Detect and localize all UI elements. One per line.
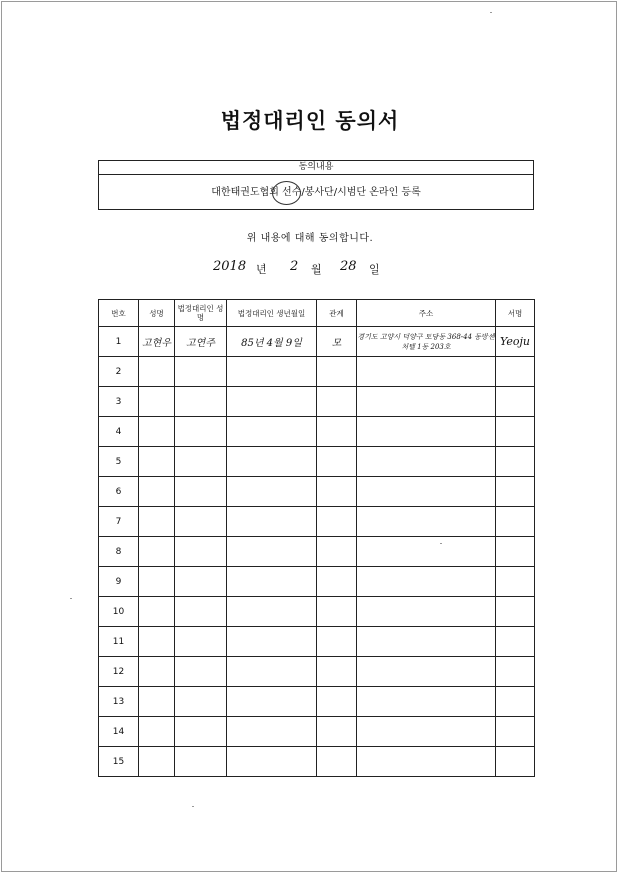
table-row xyxy=(99,417,535,447)
date-day-unit: 일 xyxy=(369,263,380,276)
cell-address xyxy=(357,447,496,477)
cell-number: 4 xyxy=(99,417,139,447)
cell-signature xyxy=(496,537,535,567)
date-month-unit: 월 xyxy=(311,263,322,276)
cell-address xyxy=(357,747,496,777)
table-row xyxy=(99,597,535,627)
table-row xyxy=(99,327,535,357)
cell-signature xyxy=(496,567,535,597)
cell-guardian-birthdate xyxy=(227,387,317,417)
cell-address xyxy=(357,417,496,447)
scan-speck xyxy=(440,543,442,544)
cell-address xyxy=(357,477,496,507)
cell-signature xyxy=(496,597,535,627)
cell-guardian-name xyxy=(175,747,227,777)
date-day: 28 xyxy=(340,259,357,274)
cell-number: 14 xyxy=(99,717,139,747)
cell-guardian-birthdate xyxy=(227,567,317,597)
cell-relation xyxy=(317,447,357,477)
cell-guardian-birthdate xyxy=(227,357,317,387)
cell-name xyxy=(139,687,175,717)
table-row xyxy=(99,507,535,537)
cell-guardian-name xyxy=(175,477,227,507)
cell-guardian-birthdate xyxy=(227,747,317,777)
table-row xyxy=(99,627,535,657)
cell-guardian-name xyxy=(175,627,227,657)
cell-guardian-name xyxy=(175,507,227,537)
cell-address xyxy=(357,597,496,627)
cell-signature xyxy=(496,447,535,477)
date-year-unit: 년 xyxy=(256,263,267,276)
cell-guardian-birthdate xyxy=(227,657,317,687)
cell-relation xyxy=(317,507,357,537)
cell-relation xyxy=(317,657,357,687)
cell-signature: Yeoju xyxy=(496,327,535,357)
table-row xyxy=(99,477,535,507)
cell-relation: 모 xyxy=(317,327,357,357)
cell-name xyxy=(139,357,175,387)
header-signature: 서명 xyxy=(496,300,535,327)
document-title: 법정대리인 동의서 xyxy=(220,109,400,133)
cell-guardian-name xyxy=(175,387,227,417)
cell-signature xyxy=(496,657,535,687)
cell-address xyxy=(357,507,496,537)
header-name: 성명 xyxy=(139,300,175,327)
cell-guardian-name xyxy=(175,717,227,747)
cell-relation xyxy=(317,537,357,567)
cell-guardian-birthdate xyxy=(227,447,317,477)
cell-number: 8 xyxy=(99,537,139,567)
header-guardian-name: 법정대리인 성명 xyxy=(175,300,227,327)
cell-number: 1 xyxy=(99,327,139,357)
cell-number: 5 xyxy=(99,447,139,477)
cell-guardian-birthdate xyxy=(227,627,317,657)
cell-address: 경기도 고양시 덕양구 토당동 368-44 동방센처텔 1동 203호 xyxy=(357,327,496,357)
cell-relation xyxy=(317,627,357,657)
cell-address xyxy=(357,537,496,567)
cell-number: 2 xyxy=(99,357,139,387)
table-row xyxy=(99,717,535,747)
guardian-table xyxy=(98,299,535,777)
cell-guardian-birthdate xyxy=(227,507,317,537)
table-row xyxy=(99,387,535,417)
consent-box xyxy=(98,160,534,210)
scan-speck xyxy=(192,806,194,807)
cell-relation xyxy=(317,387,357,417)
date-month: 2 xyxy=(290,259,299,274)
cell-relation xyxy=(317,717,357,747)
cell-relation xyxy=(317,417,357,447)
cell-name xyxy=(139,447,175,477)
cell-guardian-birthdate xyxy=(227,597,317,627)
cell-guardian-birthdate xyxy=(227,417,317,447)
cell-name xyxy=(139,747,175,777)
table-row xyxy=(99,657,535,687)
cell-relation xyxy=(317,477,357,507)
cell-number: 15 xyxy=(99,747,139,777)
cell-address xyxy=(357,387,496,417)
header-number: 번호 xyxy=(99,300,139,327)
cell-address xyxy=(357,567,496,597)
cell-guardian-name xyxy=(175,597,227,627)
cell-signature xyxy=(496,417,535,447)
cell-relation xyxy=(317,597,357,627)
cell-signature xyxy=(496,387,535,417)
cell-address xyxy=(357,627,496,657)
agreement-statement: 위 내용에 대해 동의합니다. xyxy=(246,233,374,244)
cell-guardian-name xyxy=(175,567,227,597)
cell-address xyxy=(357,657,496,687)
header-relation: 관계 xyxy=(317,300,357,327)
table-row xyxy=(99,747,535,777)
cell-relation xyxy=(317,687,357,717)
cell-guardian-name: 고연주 xyxy=(175,327,227,357)
cell-number: 13 xyxy=(99,687,139,717)
cell-name xyxy=(139,567,175,597)
cell-guardian-birthdate xyxy=(227,717,317,747)
cell-address xyxy=(357,357,496,387)
cell-name xyxy=(139,507,175,537)
cell-name xyxy=(139,717,175,747)
hand-drawn-circle-mark xyxy=(272,181,301,205)
table-row xyxy=(99,447,535,477)
cell-name xyxy=(139,657,175,687)
cell-signature xyxy=(496,627,535,657)
cell-name xyxy=(139,417,175,447)
cell-name xyxy=(139,537,175,567)
consent-text: 대한태권도협회 선수/봉사단/시범단 온라인 등록 xyxy=(211,187,421,198)
table-header-row xyxy=(99,300,535,327)
cell-guardian-name xyxy=(175,657,227,687)
date-year: 2018 xyxy=(213,259,247,274)
cell-address xyxy=(357,717,496,747)
cell-address xyxy=(357,687,496,717)
consent-body xyxy=(99,175,533,211)
cell-number: 12 xyxy=(99,657,139,687)
cell-guardian-name xyxy=(175,357,227,387)
cell-number: 6 xyxy=(99,477,139,507)
cell-guardian-name xyxy=(175,417,227,447)
cell-number: 9 xyxy=(99,567,139,597)
header-guardian-birthdate: 법정대리인 생년월일 xyxy=(227,300,317,327)
cell-signature xyxy=(496,687,535,717)
cell-name xyxy=(139,597,175,627)
cell-guardian-birthdate xyxy=(227,477,317,507)
header-address: 주소 xyxy=(357,300,496,327)
cell-signature xyxy=(496,357,535,387)
cell-signature xyxy=(496,507,535,537)
table-row xyxy=(99,567,535,597)
table-row xyxy=(99,357,535,387)
cell-guardian-birthdate xyxy=(227,687,317,717)
cell-guardian-name xyxy=(175,537,227,567)
cell-number: 7 xyxy=(99,507,139,537)
cell-name xyxy=(139,627,175,657)
cell-guardian-name xyxy=(175,687,227,717)
cell-number: 3 xyxy=(99,387,139,417)
cell-name xyxy=(139,387,175,417)
cell-relation xyxy=(317,567,357,597)
consent-header: 동의내용 xyxy=(99,161,533,175)
cell-signature xyxy=(496,477,535,507)
table-row xyxy=(99,537,535,567)
cell-guardian-birthdate: 85년 4월 9일 xyxy=(227,327,317,357)
cell-signature xyxy=(496,747,535,777)
cell-relation xyxy=(317,747,357,777)
scan-speck xyxy=(70,598,72,599)
cell-guardian-name xyxy=(175,447,227,477)
cell-signature xyxy=(496,717,535,747)
table-row xyxy=(99,687,535,717)
scan-speck xyxy=(490,12,492,13)
cell-number: 10 xyxy=(99,597,139,627)
cell-name: 고현우 xyxy=(139,327,175,357)
cell-guardian-birthdate xyxy=(227,537,317,567)
cell-relation xyxy=(317,357,357,387)
cell-number: 11 xyxy=(99,627,139,657)
cell-name xyxy=(139,477,175,507)
